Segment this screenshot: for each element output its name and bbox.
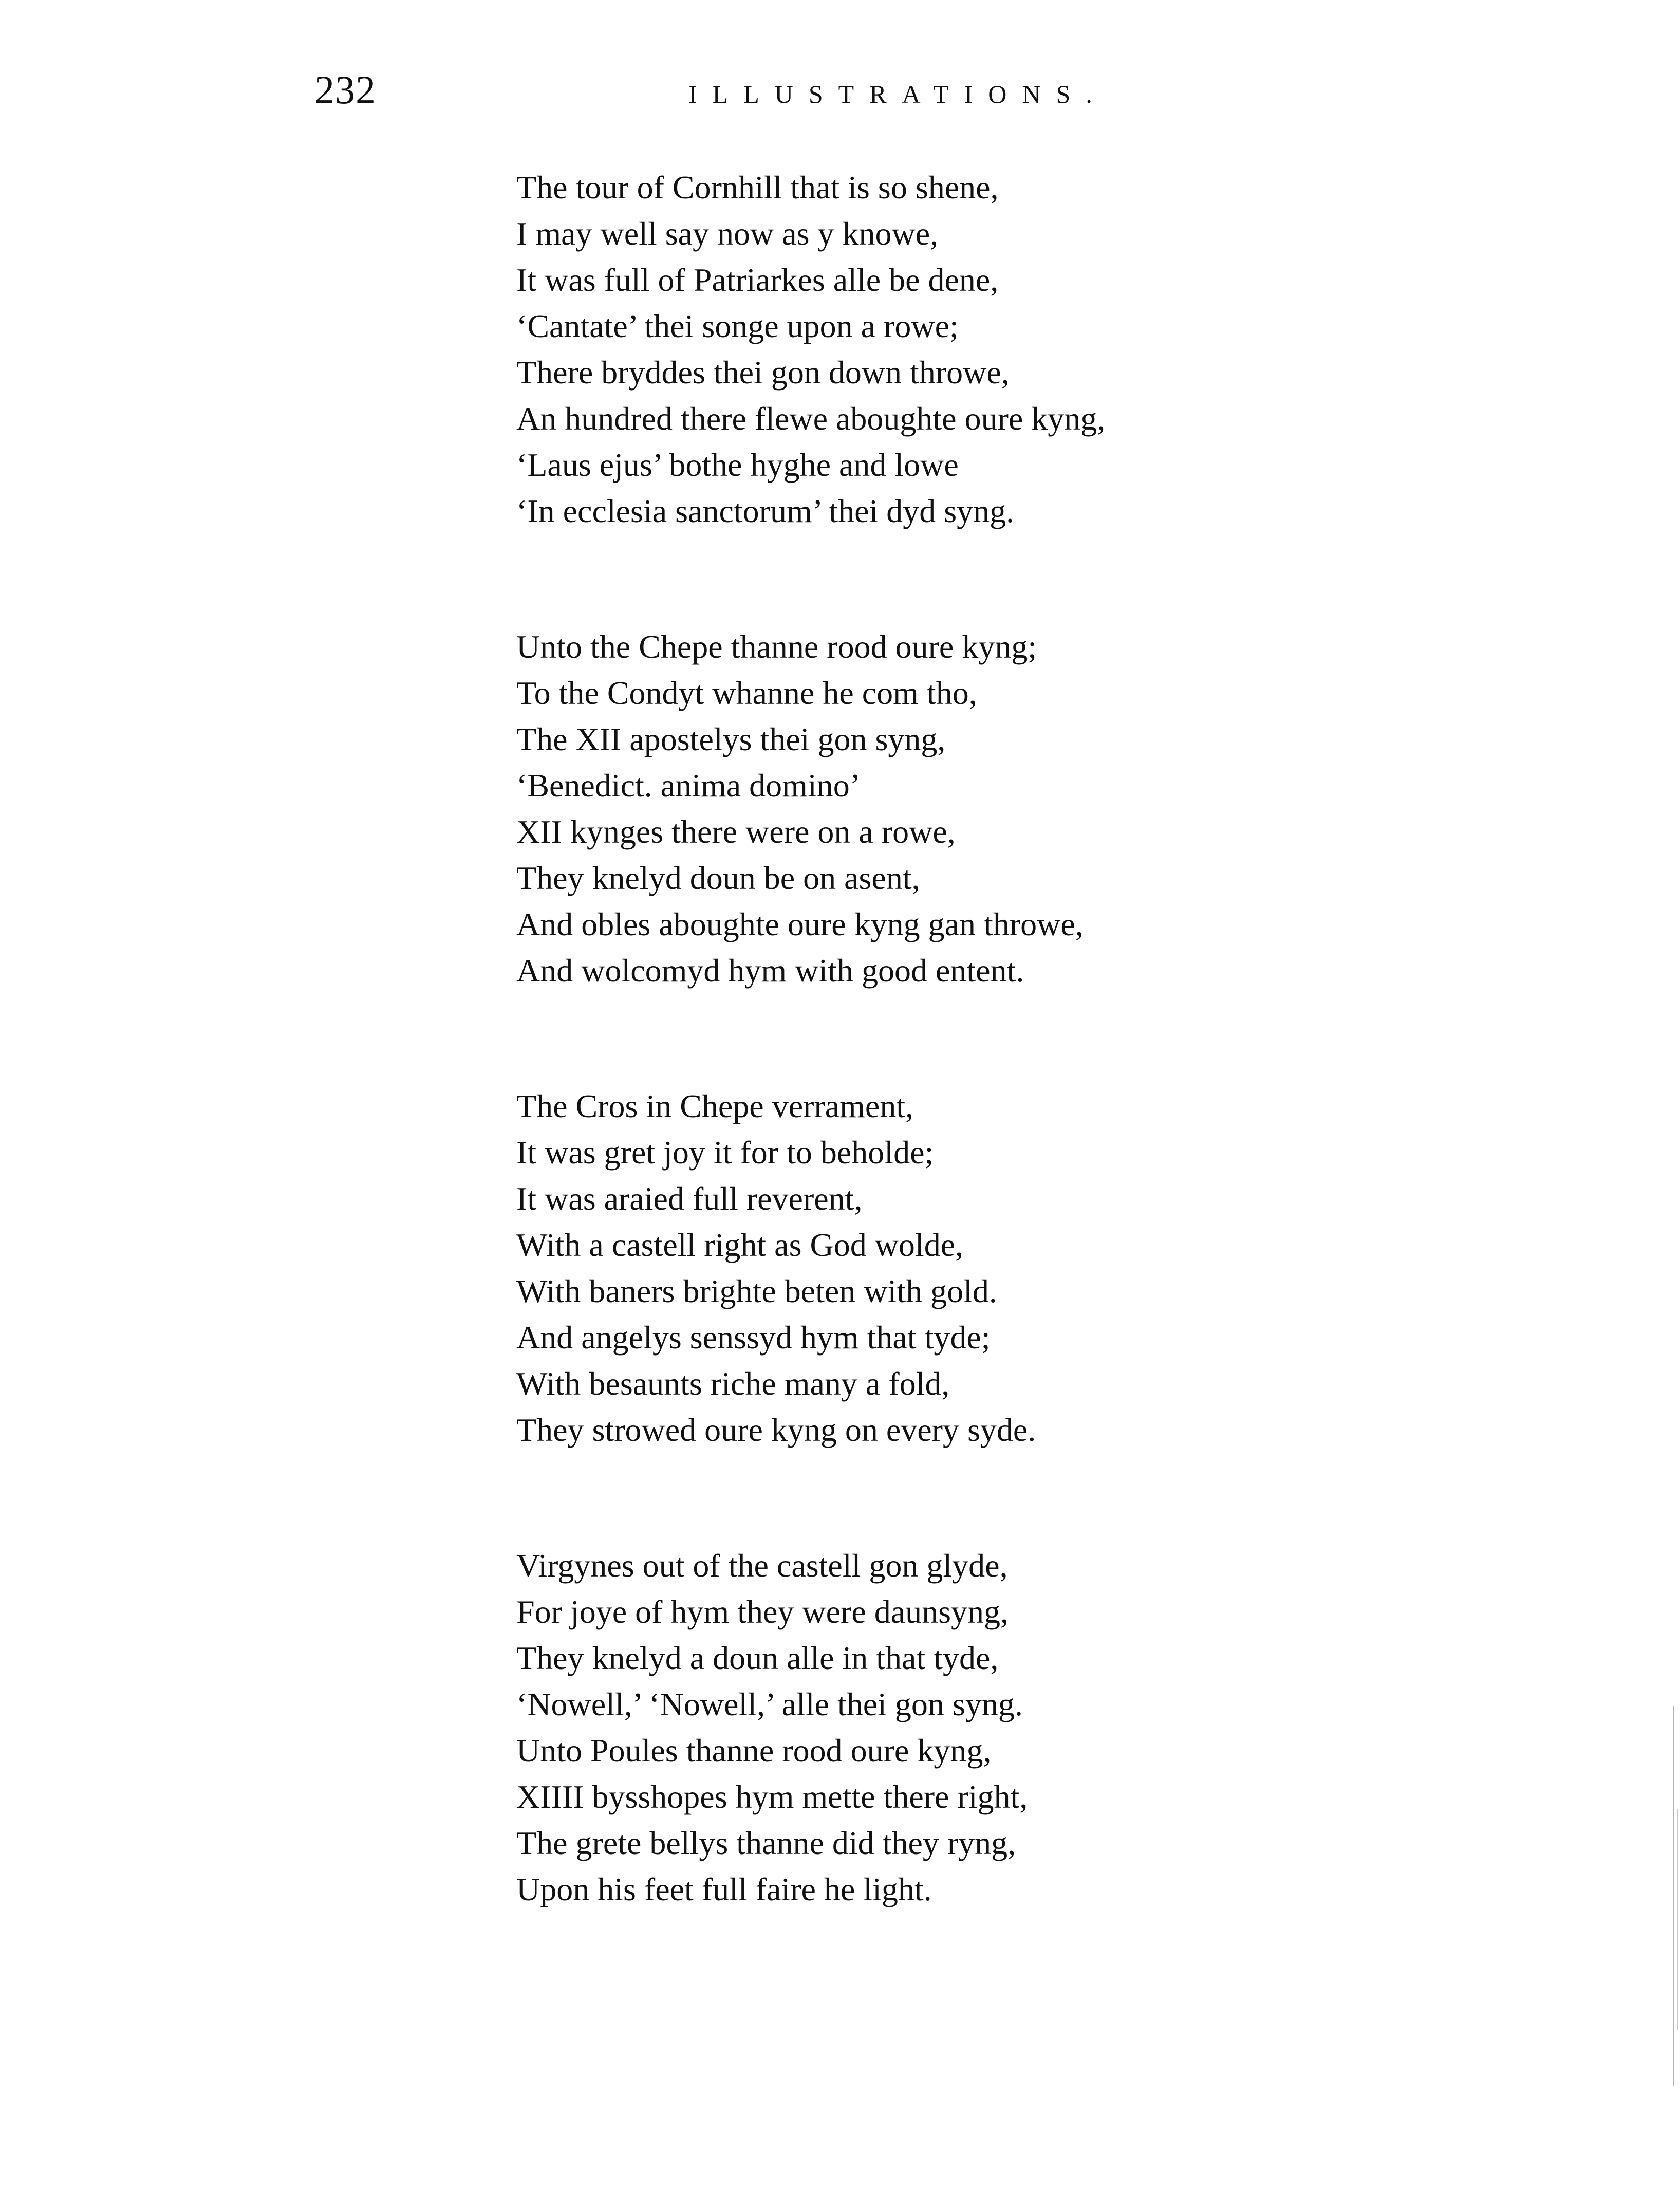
poem-line: Virgynes out of the castell gon glyde, xyxy=(516,1547,1008,1584)
poem-line: The grete bellys thanne did they ryng, xyxy=(516,1825,1016,1861)
poem-line: XII kynges there were on a rowe, xyxy=(516,813,956,850)
poem-line: It was full of Patriarkes alle be dene, xyxy=(516,262,999,298)
poem-line: The tour of Cornhill that is so shene, xyxy=(516,169,999,206)
poem-line: ‘Laus ejus’ bothe hyghe and lowe xyxy=(516,447,959,483)
poem-line: For joye of hym they were daunsyng, xyxy=(516,1593,1009,1630)
poem-line: With a castell right as God wolde, xyxy=(516,1227,964,1263)
poem-line: They strowed oure kyng on every syde. xyxy=(516,1412,1036,1448)
page-number: 232 xyxy=(314,67,376,112)
binding-edge-mark xyxy=(1677,1809,1678,2030)
poem-line: Upon his feet full faire he light. xyxy=(516,1871,932,1907)
poem-line: It was araied full reverent, xyxy=(516,1180,863,1217)
running-head: ILLUSTRATIONS. xyxy=(688,80,1108,108)
stanza-1 xyxy=(516,164,1261,534)
poem-line: An hundred there flewe aboughte oure kyng, xyxy=(516,400,1106,437)
poem-line: And obles aboughte oure kyng gan throwe, xyxy=(516,906,1084,942)
poem-line: It was gret joy it for to beholde; xyxy=(516,1134,934,1171)
stanza-4 xyxy=(516,1543,1261,1913)
poem-line: To the Condyt whanne he com tho, xyxy=(516,675,977,711)
poem-line: There bryddes thei gon down throwe, xyxy=(516,354,1010,391)
poem-line: ‘Nowell,’ ‘Nowell,’ alle thei gon syng. xyxy=(516,1686,1023,1722)
poem xyxy=(516,164,1261,2002)
poem-line: I may well say now as y knowe, xyxy=(516,215,939,252)
poem-line: The Cros in Chepe verrament, xyxy=(516,1088,914,1124)
poem-line: Unto the Chepe thanne rood oure kyng; xyxy=(516,628,1037,665)
poem-line: XIIII bysshopes hym mette there right, xyxy=(516,1778,1028,1815)
poem-line: With besaunts riche many a fold, xyxy=(516,1365,950,1402)
poem-line: They knelyd doun be on asent, xyxy=(516,860,920,896)
poem-line: ‘Cantate’ thei songe upon a rowe; xyxy=(516,308,959,344)
stanza-2 xyxy=(516,624,1261,994)
poem-line: The XII apostelys thei gon syng, xyxy=(516,721,946,757)
poem-line: And wolcomyd hym with good entent. xyxy=(516,952,1024,989)
stanza-3 xyxy=(516,1083,1261,1453)
poem-line: With baners brighte beten with gold. xyxy=(516,1273,997,1309)
binding-edge-mark xyxy=(1673,1706,1674,2086)
poem-line: Unto Poules thanne rood oure kyng, xyxy=(516,1732,992,1769)
poem-line: ‘In ecclesia sanctorum’ thei dyd syng. xyxy=(516,493,1015,529)
poem-line: And angelys senssyd hym that tyde; xyxy=(516,1319,991,1356)
poem-line: They knelyd a doun alle in that tyde, xyxy=(516,1640,999,1676)
poem-line: ‘Benedict. anima domino’ xyxy=(516,767,861,804)
